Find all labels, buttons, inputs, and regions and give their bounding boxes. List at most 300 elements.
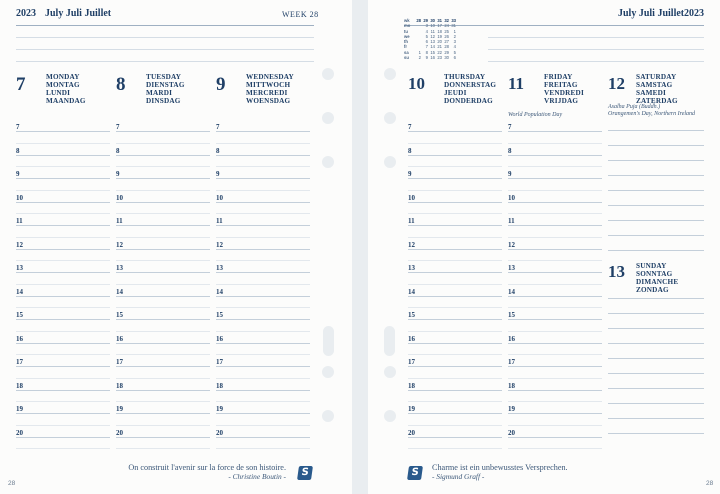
half-hour-line [16,190,110,191]
hour-line [116,178,210,179]
note-line [608,235,704,236]
half-hour-line [116,378,210,379]
day-number: 9 [216,74,226,95]
hour-label: 12 [216,240,223,249]
half-hour-line [116,331,210,332]
date-cell: 7 [425,44,428,50]
note-line [608,175,704,176]
hour-line [408,319,502,320]
punch-hole [322,112,334,124]
hour-label: 9 [16,170,20,178]
date-cell: 18 [437,28,442,34]
note-line [608,250,704,251]
date-cell: 5 [453,49,456,55]
hour-label: 19 [116,405,123,413]
day-name: DONDERDAG [444,97,493,105]
hour-label: 12 [116,240,123,249]
half-hour-line [16,378,110,379]
hour-label: 18 [16,381,23,390]
hour-line [216,155,310,156]
hour-label: 19 [508,405,515,413]
note-line [16,37,314,38]
date-cell: 33 [451,18,456,23]
brand-logo: S [407,466,423,480]
hour-line [508,272,602,273]
weekday-label: wk [404,18,410,23]
half-hour-line [116,284,210,285]
half-hour-line [216,307,310,308]
hour-label: 11 [216,217,223,225]
holiday-note: Orangemen's Day, Northern Ireland [608,111,696,117]
half-hour-line [408,284,502,285]
hour-label: 16 [116,334,123,343]
hour-line [116,202,210,203]
day-names [146,73,185,105]
note-line [488,49,704,50]
hour-label: 20 [116,428,123,437]
half-hour-line [216,448,310,449]
hour-line [16,272,110,273]
date-cell: 29 [444,49,449,55]
punch-slot [323,326,334,356]
half-hour-line [116,143,210,144]
half-hour-line [408,213,502,214]
hour-label: 13 [16,264,23,272]
hour-line [508,390,602,391]
punch-hole [384,112,396,124]
day-name: MAANDAG [46,97,86,105]
half-hour-line [16,166,110,167]
day-name: VENDREDI [544,89,584,97]
hour-label: 17 [508,358,515,366]
hour-label: 13 [408,264,415,272]
hour-line [116,272,210,273]
hour-line [216,366,310,367]
left-page-number: 28 [8,480,16,487]
punch-hole [384,366,396,378]
hour-line [116,155,210,156]
half-hour-line [216,213,310,214]
day-name: THURSDAY [444,73,486,81]
punch-hole [384,156,396,168]
date-cell: 17 [437,23,442,29]
half-hour-line [116,260,210,261]
day-column [408,70,502,450]
hour-label: 8 [216,146,220,155]
day-column-saturday [608,70,704,450]
half-hour-line [408,401,502,402]
date-cell: 13 [430,39,435,45]
half-hour-line [408,190,502,191]
half-hour-line [508,307,602,308]
hour-line [16,366,110,367]
half-hour-line [16,425,110,426]
half-hour-line [216,237,310,238]
half-hour-line [216,425,310,426]
day-name: DIMANCHE [636,278,679,286]
date-cell: 8 [425,49,428,55]
right-planner-page [368,0,720,494]
half-hour-line [116,307,210,308]
half-hour-line [508,190,602,191]
half-hour-line [408,166,502,167]
weekday-label: fr [404,44,408,50]
punch-hole [384,68,396,80]
day-number: 12 [608,74,625,93]
note-line [608,220,704,221]
half-hour-line [508,354,602,355]
right-quote [432,463,622,481]
day-name: SAMEDI [636,89,666,97]
left-quote [100,463,286,481]
day-name: FRIDAY [544,73,573,81]
half-hour-line [16,284,110,285]
hour-label: 9 [408,170,412,178]
date-cell: 2 [418,55,421,61]
half-hour-line [508,448,602,449]
holiday-note: Asalha Puja (Buddh.) [608,104,661,110]
hour-line [116,249,210,250]
hour-label: 12 [16,240,23,249]
half-hour-line [408,143,502,144]
date-cell: 22 [437,49,442,55]
date-cell: 4 [453,44,456,50]
date-cell: 31 [451,23,456,29]
hour-line [16,413,110,414]
day-names [544,73,584,105]
hour-line [16,202,110,203]
note-line [608,388,704,389]
hour-line [16,390,110,391]
half-hour-line [116,237,210,238]
punch-slot [384,326,395,356]
hour-line [216,225,310,226]
note-line [608,328,704,329]
half-hour-line [116,354,210,355]
date-cell: 12 [430,33,435,39]
punch-hole [322,366,334,378]
left-year: 2023 [16,8,36,19]
hour-line [408,343,502,344]
hour-line [408,202,502,203]
hour-line [408,225,502,226]
hour-label: 12 [408,240,415,249]
hour-line [508,225,602,226]
hour-label: 16 [508,334,515,343]
note-line [608,298,704,299]
half-hour-line [216,260,310,261]
day-names [246,73,294,105]
note-line [608,358,704,359]
date-cell: 1 [453,28,456,34]
hour-label: 9 [216,170,220,178]
day-names [46,73,86,105]
hour-line [216,178,310,179]
half-hour-line [216,354,310,355]
date-cell: 30 [430,18,435,23]
hour-label: 13 [508,264,515,272]
half-hour-line [508,378,602,379]
hour-label: 18 [216,381,223,390]
day-column [16,70,110,450]
day-number: 10 [408,74,425,93]
note-line [608,373,704,374]
hour-line [408,131,502,132]
half-hour-line [116,190,210,191]
day-name: DONNERSTAG [444,81,497,89]
hour-label: 19 [16,405,23,413]
hour-label: 20 [508,428,515,437]
hour-line [216,202,310,203]
date-cell: 21 [437,44,442,50]
day-name: JEUDI [444,89,467,97]
hour-label: 20 [408,428,415,437]
day-name: DIENSTAG [146,81,185,89]
half-hour-line [508,237,602,238]
hour-label: 10 [508,193,515,202]
right-year: 2023 [684,8,704,19]
hour-line [16,249,110,250]
hour-line [16,437,110,438]
half-hour-line [216,143,310,144]
day-name: SUNDAY [636,262,667,270]
day-name: SAMSTAG [636,81,673,89]
hour-line [216,413,310,414]
half-hour-line [216,190,310,191]
hour-label: 20 [16,428,23,437]
date-cell: 20 [437,39,442,45]
hour-line [216,343,310,344]
half-hour-line [508,213,602,214]
hour-label: 11 [116,217,123,225]
hour-line [116,366,210,367]
date-cell: 9 [425,55,428,61]
hour-label: 17 [408,358,415,366]
half-hour-line [216,401,310,402]
date-cell: 3 [425,23,428,29]
punch-hole [322,410,334,422]
hour-line [508,319,602,320]
day-name: WOENSDAG [246,97,291,105]
weekday-label: we [404,33,410,39]
date-cell: 25 [444,28,449,34]
sunday-number: 13 [608,262,625,281]
hour-label: 10 [16,193,23,202]
date-cell: 32 [444,18,449,23]
hour-label: 16 [16,334,23,343]
hour-label: 15 [408,311,415,319]
hour-line [408,272,502,273]
day-number: 8 [116,74,126,95]
date-cell: 28 [416,18,421,23]
hour-label: 19 [408,405,415,413]
half-hour-line [508,166,602,167]
hour-label: 20 [216,428,223,437]
day-name: SONNTAG [636,270,673,278]
weekday-label: sa [404,49,409,55]
hour-line [16,319,110,320]
hour-label: 19 [216,405,223,413]
hour-label: 15 [16,311,23,319]
hour-label: 16 [216,334,223,343]
day-names [636,73,678,105]
punch-hole [322,156,334,168]
hour-label: 16 [408,334,415,343]
hour-label: 17 [16,358,23,366]
half-hour-line [16,354,110,355]
quote-author: - Sigmund Graff - [432,472,485,481]
hour-label: 17 [116,358,123,366]
left-planner-page [0,0,352,494]
sunday-names [636,262,678,294]
day-name: TUESDAY [146,73,182,81]
half-hour-line [16,401,110,402]
half-hour-line [16,213,110,214]
hour-line [116,343,210,344]
header-rule [16,25,314,26]
punch-hole [384,410,396,422]
half-hour-line [408,425,502,426]
punch-hole [322,68,334,80]
date-cell: 2 [453,33,456,39]
half-hour-line [408,354,502,355]
day-name: SATURDAY [636,73,677,81]
quote-text: On construit l'avenir sur la force de son histoire. [128,463,286,472]
date-cell: 19 [437,33,442,39]
hour-line [216,390,310,391]
date-cell: 28 [444,44,449,50]
note-line [608,130,704,131]
day-column [116,70,210,450]
note-line [608,418,704,419]
half-hour-line [508,143,602,144]
note-line [608,313,704,314]
hour-line [508,366,602,367]
hour-label: 10 [216,193,223,202]
half-hour-line [508,425,602,426]
date-cell: 3 [453,39,456,45]
half-hour-line [16,448,110,449]
hour-label: 8 [408,146,412,155]
hour-line [408,296,502,297]
day-column [216,70,310,450]
hour-line [16,343,110,344]
date-cell: 29 [423,18,428,23]
half-hour-line [216,284,310,285]
hour-line [216,437,310,438]
note-line [608,433,704,434]
date-cell: 27 [444,39,449,45]
note-line [608,343,704,344]
date-cell: 23 [437,55,442,61]
day-name: DINSDAG [146,97,181,105]
day-name: MERCREDI [246,89,288,97]
week-label: WEEK 28 [282,10,319,19]
hour-line [16,225,110,226]
day-name: VRIJDAG [544,97,579,105]
half-hour-line [408,331,502,332]
hour-label: 11 [408,217,415,225]
hour-line [408,366,502,367]
hour-line [408,178,502,179]
hour-line [508,131,602,132]
hour-label: 15 [116,311,123,319]
note-line [608,205,704,206]
half-hour-line [16,143,110,144]
hour-label: 18 [408,381,415,390]
quote-text: Charme ist ein unbewusstes Versprechen. [432,463,568,472]
hour-label: 7 [508,123,512,131]
day-name: LUNDI [46,89,71,97]
hour-line [16,155,110,156]
half-hour-line [216,166,310,167]
hour-line [116,296,210,297]
hour-label: 14 [216,287,223,296]
hour-line [408,155,502,156]
day-names [444,73,496,105]
date-cell: 24 [444,23,449,29]
hour-label: 9 [116,170,120,178]
hour-line [508,155,602,156]
hour-line [408,249,502,250]
date-cell: 6 [425,39,428,45]
hour-line [216,319,310,320]
hour-label: 10 [408,193,415,202]
hour-line [216,249,310,250]
hour-label: 17 [216,358,223,366]
note-line [488,61,704,62]
day-name: MITTWOCH [246,81,291,89]
half-hour-line [216,331,310,332]
day-name: ZONDAG [636,286,669,294]
half-hour-line [116,425,210,426]
hour-line [116,319,210,320]
day-name: WEDNESDAY [246,73,294,81]
date-cell: 14 [430,44,435,50]
date-cell: 1 [418,49,421,55]
holiday-note: World Population Day [508,112,563,118]
right-month-names: July Juli Juillet [618,8,685,19]
right-page-number: 28 [706,480,714,487]
hour-label: 14 [408,287,415,296]
note-line [16,61,314,62]
half-hour-line [408,448,502,449]
date-cell: 31 [437,18,442,23]
hour-line [16,178,110,179]
half-hour-line [408,307,502,308]
date-cell: 6 [453,55,456,61]
note-line [608,160,704,161]
day-name: MARDI [146,89,173,97]
hour-line [16,131,110,132]
day-number: 11 [508,74,525,93]
hour-label: 8 [116,146,120,155]
brand-logo: S [297,466,313,480]
weekday-label: su [404,55,409,61]
hour-line [508,178,602,179]
date-cell: 30 [444,55,449,61]
weekday-label: tu [404,28,408,34]
half-hour-line [508,331,602,332]
half-hour-line [116,448,210,449]
mini-calendar-row [404,55,456,60]
hour-label: 9 [508,170,512,178]
day-name: MONTAG [46,81,80,89]
weekday-label: th [404,39,408,45]
half-hour-line [508,260,602,261]
day-name: ZATERDAG [636,97,678,105]
quote-author: - Christine Boutin - [228,472,286,481]
